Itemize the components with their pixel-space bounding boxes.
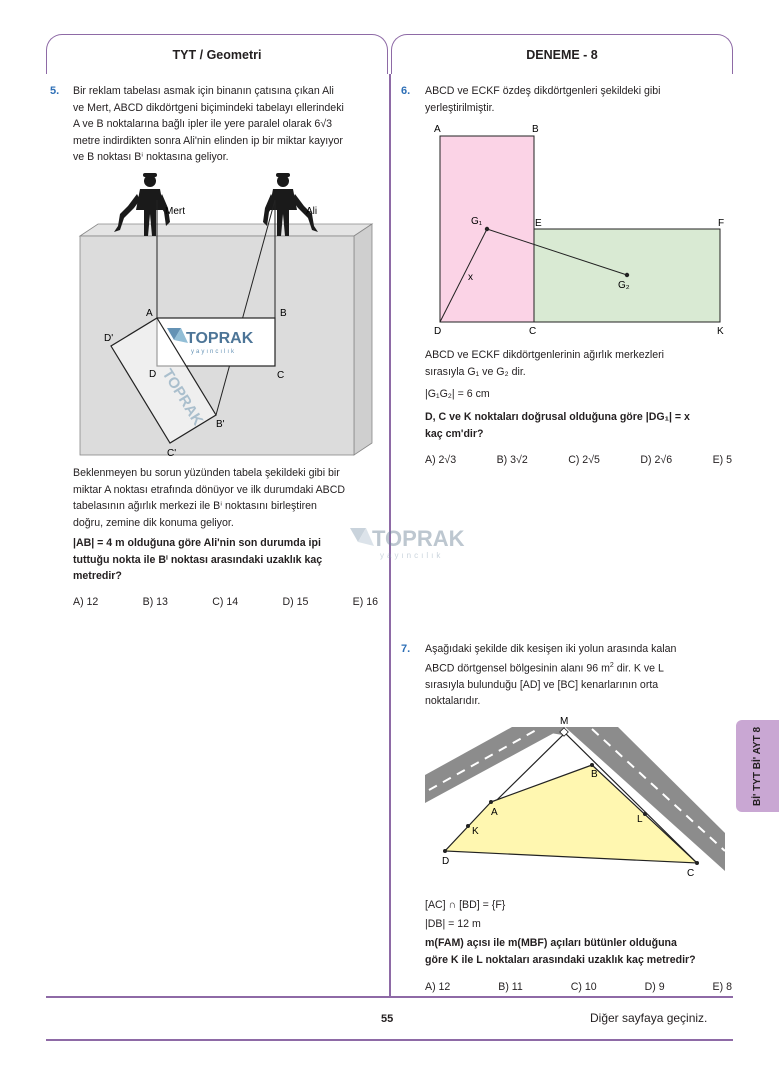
q5-line: A ve B noktalarına bağlı ipler ile yere paralel olarak 6√3 [73,118,333,131]
q5-figure [70,168,380,458]
q6-text2 [425,347,735,380]
point-L [643,812,647,816]
label-A: A [491,807,498,818]
footer-rule-top [46,996,733,998]
q5-option-a[interactable]: A) 12 [73,596,99,608]
q6-number: 6. [401,85,411,97]
point-K [466,824,470,828]
label-A: A [146,308,153,319]
q7-option-e[interactable]: E) 8 [712,981,732,993]
q6-line: ABCD ve ECKF dikdörtgenlerinin ağırlık merkezleri [425,349,665,361]
label-D: D [434,326,442,337]
fig-watermark-brand: TOPRAK [186,330,254,347]
label-K: K [472,826,479,837]
q7-option-d[interactable]: D) 9 [644,981,665,993]
q7-line: noktalarıdır. [425,695,481,708]
q5-line: Beklenmeyen bu sorun yüzünden tabela şekildeki gibi bir [73,467,340,479]
label-D1: D' [104,333,114,344]
side-tab-label: Bİ' TYT Bİ' AYT 8 [752,726,763,806]
point-B [590,763,594,767]
fig-watermark-sub: yayıncılık [191,349,237,355]
q7-options [425,981,732,993]
label-B: B [591,769,598,780]
q5-line: ve B noktası Bⁱ noktasına geliyor. [73,151,229,164]
label-G2: G₂ [618,280,630,291]
header-right [391,34,733,74]
label-C: C [277,370,285,381]
q6-q-line: D, C ve K noktaları doğrusal olduğuna göre |DG₁| = x [425,411,690,423]
q7-question [425,935,740,968]
header-right-title: DENEME - 8 [526,47,598,62]
next-page-note: Diğer sayfaya geçiniz. [590,1011,708,1025]
q5-question [73,535,383,585]
label-M: M [560,716,569,727]
header-left [46,34,388,74]
q7-given1: [AC] ∩ [BD] = {F} [425,899,506,911]
q6-option-d[interactable]: D) 2√6 [640,454,673,466]
q5-options [73,596,378,608]
q7-number: 7. [401,643,411,655]
q5-line: Bir reklam tabelası asmak için binanın çatısına çıkan Ali [73,85,334,97]
page-watermark-sub: yayıncılık [380,551,444,560]
label-B: B [280,308,287,319]
q6-question [425,409,735,442]
q5-q-line: metredir? [73,570,122,583]
page-watermark [346,516,466,571]
point-D [443,849,447,853]
q5-option-d[interactable]: D) 15 [282,596,309,608]
q6-option-e[interactable]: E) 5 [712,454,732,466]
label-C: C [529,326,537,337]
q5-text2 [73,465,383,531]
q6-line: ABCD ve ECKF özdeş dikdörtgenleri şekildeki gibi [425,85,661,97]
q5-option-e[interactable]: E) 16 [352,596,378,608]
label-B1: B' [216,419,225,430]
q6-option-a[interactable]: A) 2√3 [425,454,457,466]
q6-option-c[interactable]: C) 2√5 [568,454,600,466]
q7-option-b[interactable]: B) 11 [498,981,523,993]
q6-figure [425,120,735,340]
q6-text [425,83,735,116]
q5-text [73,83,383,166]
q7-figure [425,713,725,883]
label-K: K [717,326,724,337]
label-G1: G₁ [471,216,483,227]
label-D: D [149,369,157,380]
q7-line: Aşağıdaki şekilde dik kesişen iki yolun arasında kalan [425,643,677,655]
q6-line: sırasıyla G₁ ve G₂ dir. [425,365,526,378]
q5-line: doğru, zemine dik konuma geliyor. [73,516,234,529]
footer-rule-bottom [46,1039,733,1041]
label-x: x [468,272,473,283]
q7-text [425,641,735,710]
label-C: C [687,868,695,879]
mert-label: Mert [165,206,185,217]
q6-given: |G₁G₂| = 6 cm [425,388,490,400]
q5-q-line: tuttuğu nokta ile Bⁱ noktası arasındaki uzaklık kaç [73,553,323,566]
q6-option-b[interactable]: B) 3√2 [496,454,528,466]
q7-line: sırasıyla bulunduğu [AD] ve [BC] kenarlarının orta [425,678,659,691]
page-number: 55 [381,1013,394,1025]
label-D: D [442,856,450,867]
q7-option-c[interactable]: C) 10 [570,981,597,993]
label-A: A [434,124,441,135]
side-tab [736,720,779,812]
label-F: F [718,218,725,229]
q5-line: ve Mert, ABCD dikdörtgeni biçimindeki tabelayı ellerindeki [73,101,344,114]
point-A [489,800,493,804]
page-watermark-brand: TOPRAK [372,526,465,551]
label-E: E [535,218,542,229]
q5-q-line: |AB| = 4 m olduğuna göre Ali'nin son durumda ipi [73,537,321,549]
building-roof [80,224,372,236]
q6-line: yerleştirilmiştir. [425,101,495,114]
q5-line: tabelasının ağırlık merkezi ile Bⁱ noktasını birleştiren [73,500,317,513]
point-G1 [485,227,489,231]
q7-line: ABCD dörtgensel bölgesinin alanı 96 $m^2$ dir. K ve L [425,661,664,675]
building-side [354,224,372,455]
q6-q-line: kaç cm'dir? [425,427,484,440]
q5-line: miktar A noktası etrafında dönüyor ve ilk durumdaki ABCD [73,483,346,496]
q7-q-line: göre K ile L noktaları arasındaki uzaklık kaç metredir? [425,953,696,966]
ali-label: Ali [306,206,318,217]
label-L: L [637,814,643,825]
q5-option-c[interactable]: C) 14 [212,596,239,608]
point-C [695,861,699,865]
fig-watermark-brand-rotated: TOPRAK [158,366,207,429]
label-B: B [532,124,539,135]
q5-option-b[interactable]: B) 13 [142,596,168,608]
q7-option-a[interactable]: A) 12 [425,981,451,993]
header-left-title: TYT / Geometri [172,47,262,62]
q5-number: 5. [50,85,60,97]
q7-q-line: m(FAM) açısı ile m(MBF) açıları bütünler olduğuna [425,937,677,949]
q7-given2: |DB| = 12 m [425,918,481,930]
q6-options [425,454,732,466]
point-G2 [625,273,629,277]
q5-line: metre indirdikten sonra Ali'nin elinden ip bir miktar kayıyor [73,134,343,147]
label-C1: C' [167,448,177,458]
